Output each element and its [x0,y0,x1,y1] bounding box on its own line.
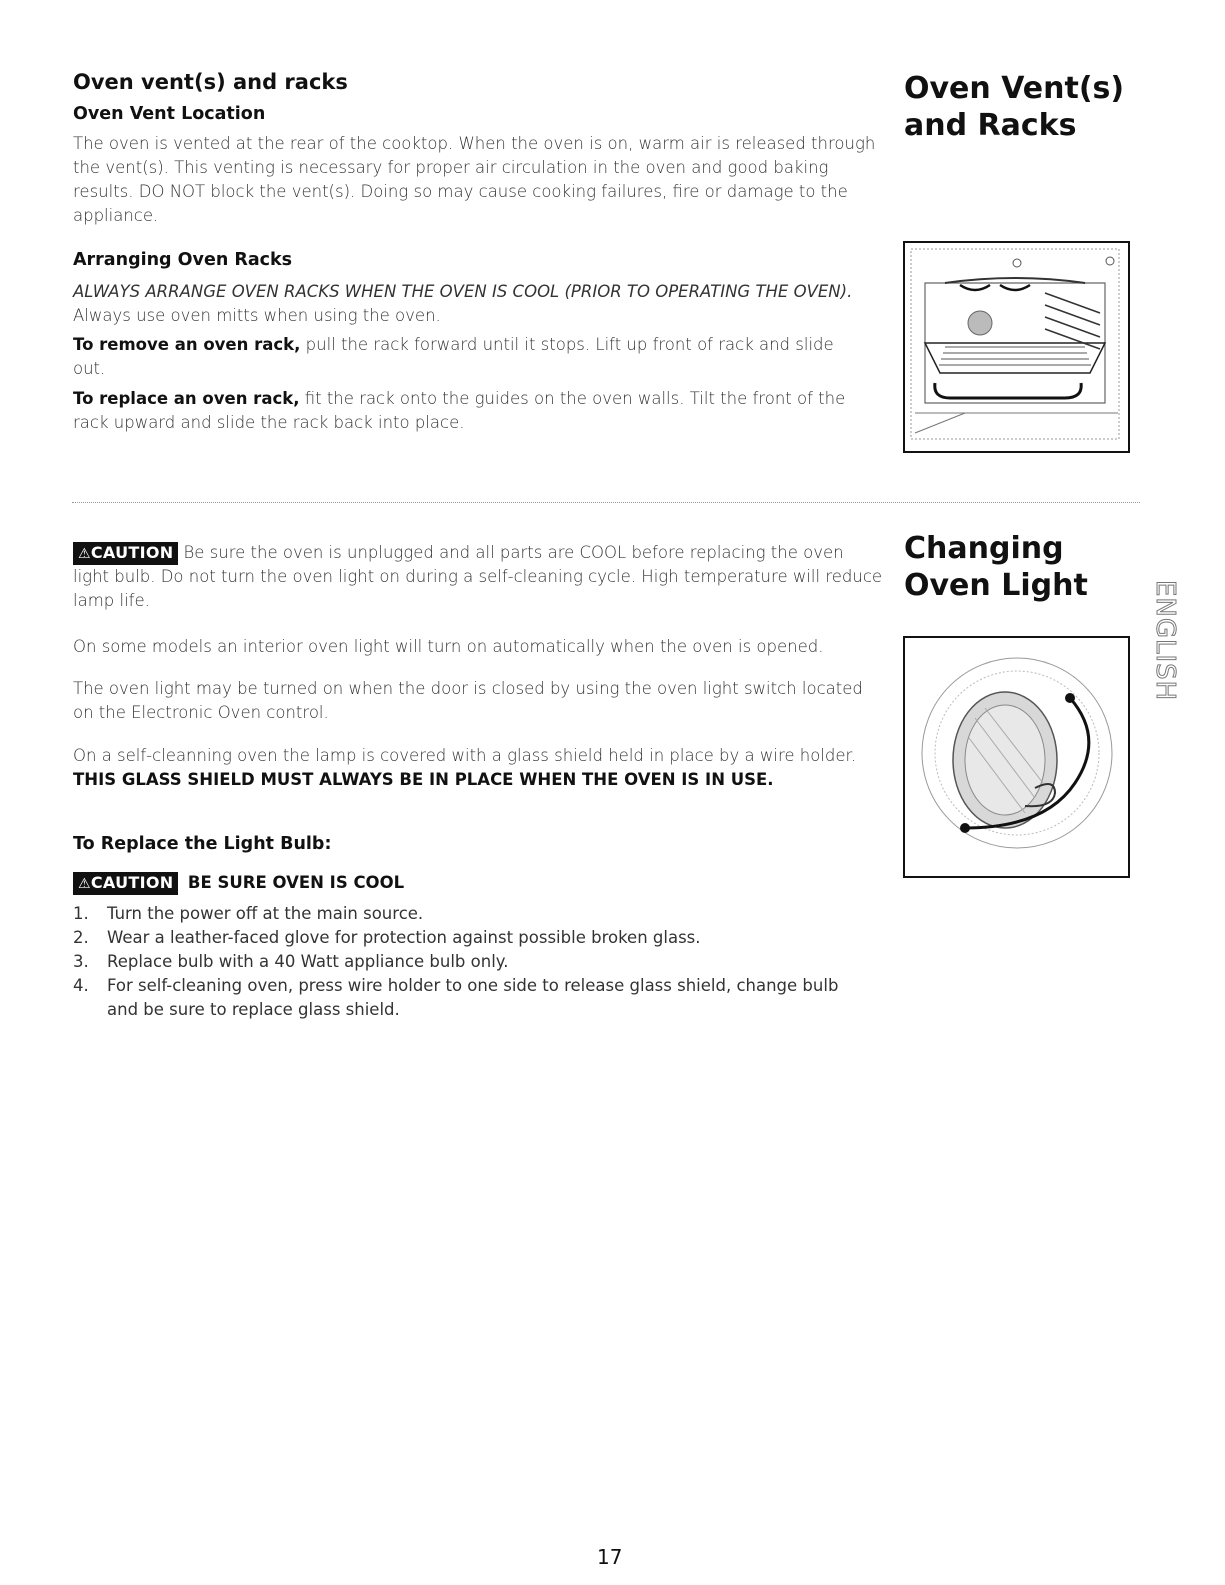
warning-triangle-icon: ⚠ [78,546,91,562]
caution-text: Be sure the oven is unplugged and all parts are COOL before replacing the oven light bulb. Do not turn the oven light on during a self-cleaning cycle. High temperature will reduce lamp life. [73,543,883,610]
light-bulb-illustration [903,636,1130,878]
side-title-changing-light: Changing Oven Light [904,531,1088,603]
caution-cool-text: BE SURE OVEN IS COOL [187,873,405,892]
glass-shield-drawing [905,638,1128,876]
language-tab: ENGLISH [1150,580,1180,702]
caution-paragraph [73,541,883,613]
warning-triangle-icon-2: ⚠ [78,876,91,892]
list-item: 2. Wear a leather-faced glove for protection against possible broken glass. [73,928,701,947]
list-item: 4. For self-cleaning oven, press wire holder to one side to release glass shield, change bulb and be sure to replace glass shield. [73,976,839,1019]
replace-rack-text [73,387,873,435]
glass-shield-warning: THIS GLASS SHIELD MUST ALWAYS BE IN PLACE WHEN THE OVEN IS IN USE. [73,770,774,789]
page-number: 17 [597,1545,623,1569]
list-item: 3. Replace bulb with a 40 Watt appliance bulb only. [73,952,509,971]
section-divider [72,502,1140,503]
side-title-oven-vents: Oven Vent(s) and Racks [904,71,1125,143]
subheading-replace-bulb: To Replace the Light Bulb: [73,834,332,854]
glass-shield-text: On a self-cleanning oven the lamp is covered with a glass shield held in place by a wire holder. [73,746,857,765]
caution-badge-2 [73,872,178,895]
oven-interior-drawing [905,243,1128,451]
oven-rack-illustration [903,241,1130,453]
arranging-racks-rest: Always use oven mitts when using the oven. [73,306,441,325]
replace-rack-label: To replace an oven rack, [73,389,300,408]
arranging-racks-text [73,280,863,328]
remove-rack-label: To remove an oven rack, [73,335,301,354]
arranging-racks-italic: ALWAYS ARRANGE OVEN RACKS WHEN THE OVEN IS COOL (PRIOR TO OPERATING THE OVEN). [73,282,853,301]
bulb-steps-list [73,902,863,1022]
remove-rack-body: pull the rack forward until it stops. Lift up front of rack and slide out. [73,335,834,378]
section-heading-oven-vents: Oven vent(s) and racks [73,70,348,94]
remove-rack-text [73,333,863,381]
caution-line-2 [73,872,404,895]
caution-badge-2-label: CAUTION [90,873,174,892]
vent-location-text: The oven is vented at the rear of the cooktop. When the oven is on, warm air is released through the vent(s). This venting is necessary for proper air circulation in the oven and good baking results. DO NOT block the vent(s). Doing so may cause cooking failures, fire or damage to the appliance. [73,134,876,225]
list-item: 1. Turn the power off at the main source. [73,904,424,923]
replace-rack-body: fit the rack onto the guides on the oven walls. Tilt the front of the rack upward and slide the rack back into place. [73,389,846,432]
caution-badge [73,542,178,565]
subheading-arranging-racks: Arranging Oven Racks [73,250,293,270]
caution-badge-label: CAUTION [90,543,174,562]
auto-light-text: On some models an interior oven light will turn on automatically when the oven is opened. [73,637,824,656]
subheading-vent-location: Oven Vent Location [73,104,266,124]
light-switch-text: The oven light may be turned on when the door is closed by using the oven light switch located on the Electronic Oven control. [73,679,863,722]
